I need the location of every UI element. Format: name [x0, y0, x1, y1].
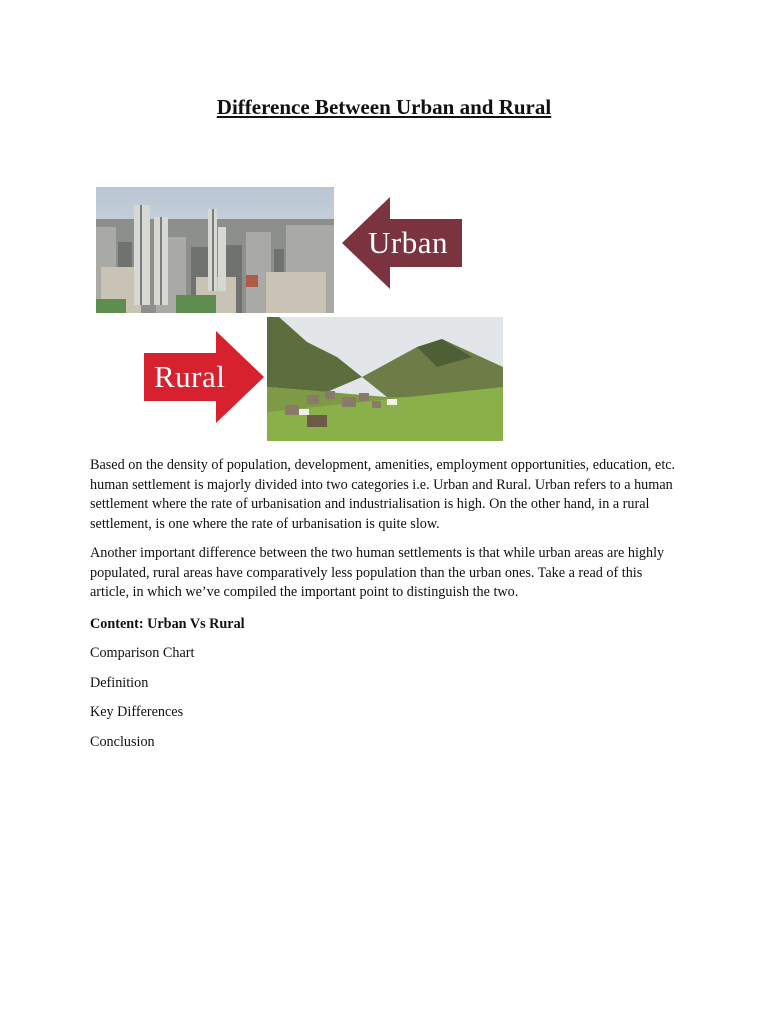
urban-label: Urban [368, 225, 448, 260]
body-text [90, 456, 680, 762]
contents-heading: Content: Urban Vs Rural [90, 615, 245, 632]
toc-item-comparison-chart[interactable]: Comparison Chart [90, 645, 195, 661]
rural-photo [267, 317, 503, 441]
page-title: Difference Between Urban and Rural [216, 95, 552, 119]
toc-item-conclusion[interactable]: Conclusion [90, 733, 155, 750]
urban-rural-figure [96, 187, 506, 442]
rural-arrow [142, 329, 266, 425]
urban-arrow [340, 195, 464, 291]
toc-item-definition[interactable]: Definition [90, 674, 149, 691]
intro-paragraph: Based on the density of population, development, amenities, employment opportunities, education, etc. human settlement is majorly divided into two categories i.e. Urban and Rural. Urban refers to a human settlement where the rate of urbanisation and industrialisation is high. On the other hand, in a rural settlement, is one where the rate of urbanisation is quite slow. [90, 457, 676, 532]
second-paragraph: Another important difference between the two human settlements is that while urban areas are highly populated, rural areas have comparatively less population than the urban ones. Take a read of this article, in which we’ve compiled the important point to distinguish the two. [90, 545, 665, 600]
city-photo [96, 187, 334, 313]
toc-item-key-differences[interactable]: Key Differences [90, 704, 184, 720]
rural-label: Rural [154, 359, 226, 394]
